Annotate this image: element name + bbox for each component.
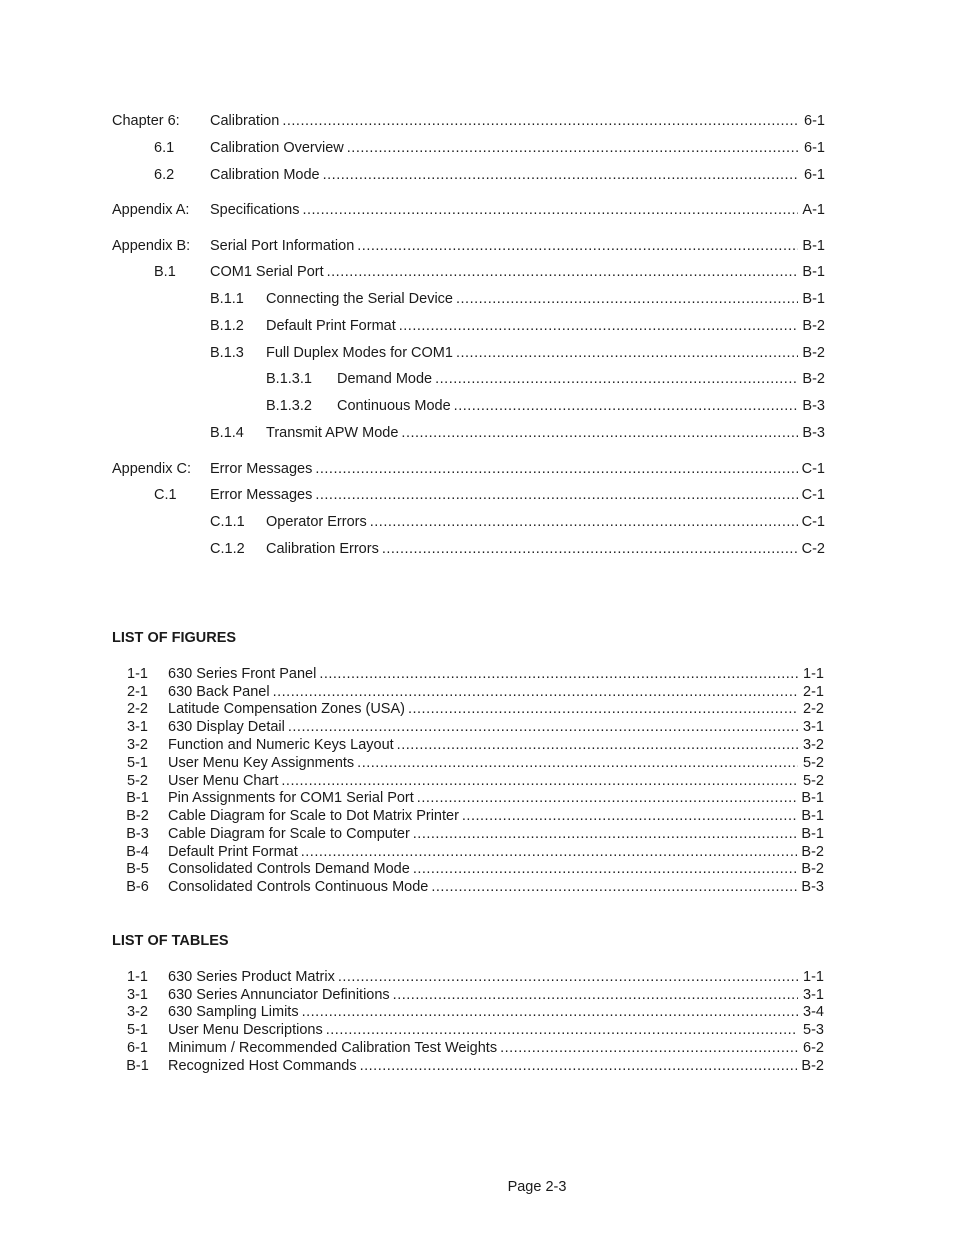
toc-entry-page: 6-1 <box>804 140 825 156</box>
figure-title: 630 Series Front Panel <box>168 666 317 682</box>
figure-page: B-1 <box>801 826 824 842</box>
dot-leader <box>357 754 798 772</box>
figure-title: Cable Diagram for Scale to Computer <box>168 826 410 842</box>
toc-entry[interactable] <box>112 262 825 282</box>
figure-entry[interactable] <box>112 807 824 825</box>
toc-entry[interactable] <box>112 165 825 185</box>
figure-number: B-6 <box>126 879 149 895</box>
toc-entry[interactable] <box>112 316 825 336</box>
page-number: Page 2-3 <box>507 1179 567 1195</box>
toc-entry-label: B.1.4 <box>210 425 244 441</box>
dot-leader <box>431 878 797 896</box>
dot-leader <box>282 111 799 131</box>
dot-leader <box>323 165 799 185</box>
toc-entry[interactable] <box>112 512 825 532</box>
toc-entry-title: Default Print Format <box>266 318 396 334</box>
toc-entry-label: Appendix B: <box>112 238 191 254</box>
toc-entry-title: Continuous Mode <box>337 398 451 414</box>
toc-entry-page: C-1 <box>801 461 825 477</box>
figure-entry[interactable] <box>112 700 824 718</box>
figure-number: 2-2 <box>127 701 148 717</box>
toc-entry-title: Error Messages <box>210 461 313 477</box>
toc-entry-label: B.1.3 <box>210 345 244 361</box>
toc-entry-title: Full Duplex Modes for COM1 <box>266 345 453 361</box>
toc-entry[interactable] <box>112 459 825 479</box>
toc-entry-page: C-1 <box>801 514 825 530</box>
toc-entry-title: Transmit APW Mode <box>266 425 399 441</box>
table-number: 3-1 <box>127 987 148 1003</box>
toc-entry[interactable] <box>112 485 825 505</box>
toc-entry[interactable] <box>112 396 825 416</box>
table-title: User Menu Descriptions <box>168 1022 323 1038</box>
toc-entry-label: C.1 <box>154 487 177 503</box>
toc-entry[interactable] <box>112 289 825 309</box>
figure-entry[interactable] <box>112 825 824 843</box>
toc-entry-title: Error Messages <box>210 487 313 503</box>
dot-leader <box>382 539 798 559</box>
table-number: 3-2 <box>127 1004 148 1020</box>
dot-leader <box>281 772 798 790</box>
toc-entry-page: B-2 <box>802 371 825 387</box>
table-number: B-1 <box>126 1058 149 1074</box>
toc-entry-label: 6.2 <box>154 167 175 183</box>
figure-title: Function and Numeric Keys Layout <box>168 737 394 753</box>
figure-page: 3-1 <box>803 719 824 735</box>
figure-number: B-4 <box>126 844 149 860</box>
dot-leader <box>319 665 798 683</box>
toc-entry-page: B-1 <box>802 238 825 254</box>
toc-entry-title: Calibration <box>210 113 280 129</box>
figure-title: Pin Assignments for COM1 Serial Port <box>168 790 414 806</box>
figure-entry[interactable] <box>112 736 824 754</box>
toc-entry-page: B-1 <box>802 291 825 307</box>
table-number: 6-1 <box>127 1040 148 1056</box>
dot-leader <box>301 843 798 861</box>
table-title: 630 Series Product Matrix <box>168 969 335 985</box>
dot-leader <box>399 316 799 336</box>
toc-entry-title: Calibration Errors <box>266 541 379 557</box>
figure-title: Cable Diagram for Scale to Dot Matrix Printer <box>168 808 459 824</box>
dot-leader <box>462 807 798 825</box>
dot-leader <box>315 485 797 505</box>
dot-leader <box>456 289 798 309</box>
toc-entry-page: B-2 <box>802 345 825 361</box>
dot-leader <box>347 138 799 158</box>
figure-page: 2-2 <box>803 701 824 717</box>
toc-entry-title: Calibration Overview <box>210 140 344 156</box>
table-entry[interactable] <box>112 986 824 1004</box>
toc-entry-page: A-1 <box>802 202 825 218</box>
table-number: 5-1 <box>127 1022 148 1038</box>
figure-page: 5-2 <box>803 755 824 771</box>
toc-entry-title: COM1 Serial Port <box>210 264 324 280</box>
figure-number: 5-1 <box>127 755 148 771</box>
dot-leader <box>454 396 799 416</box>
table-page: 5-3 <box>803 1022 824 1038</box>
toc-entry-label: B.1.2 <box>210 318 244 334</box>
table-title: 630 Series Annunciator Definitions <box>168 987 390 1003</box>
toc-entry-page: C-1 <box>801 487 825 503</box>
toc-entry-page: B-3 <box>802 425 825 441</box>
table-page: 3-1 <box>803 987 824 1003</box>
toc-entry-title: Serial Port Information <box>210 238 355 254</box>
figure-entry[interactable] <box>112 683 824 701</box>
dot-leader <box>397 736 798 754</box>
toc-entry-title: Calibration Mode <box>210 167 320 183</box>
toc-entry[interactable] <box>112 138 825 158</box>
table-title: Minimum / Recommended Calibration Test Weights <box>168 1040 498 1056</box>
figure-number: B-3 <box>126 826 149 842</box>
figure-page: B-1 <box>801 808 824 824</box>
dot-leader <box>408 700 798 718</box>
toc-entry-label: B.1.3.2 <box>266 398 312 414</box>
figure-number: 3-1 <box>127 719 148 735</box>
toc-entry[interactable] <box>112 343 825 363</box>
toc-entry[interactable] <box>112 200 825 220</box>
figure-entry[interactable] <box>112 754 824 772</box>
figure-number: B-5 <box>126 861 149 877</box>
figure-number: 5-2 <box>127 773 148 789</box>
toc-entry-label: C.1.2 <box>210 541 245 557</box>
table-entry[interactable] <box>112 1003 824 1021</box>
figure-page: 3-2 <box>803 737 824 753</box>
table-page: 6-2 <box>803 1040 824 1056</box>
figure-number: 3-2 <box>127 737 148 753</box>
dot-leader <box>401 423 798 443</box>
toc-entry[interactable] <box>112 369 825 389</box>
table-page: 1-1 <box>803 969 824 985</box>
figure-entry[interactable] <box>112 843 824 861</box>
dot-leader <box>302 1003 798 1021</box>
toc-entry-page: B-3 <box>802 398 825 414</box>
figure-number: 1-1 <box>127 666 148 682</box>
dot-leader <box>456 343 798 363</box>
toc-entry-label: Chapter 6: <box>112 113 180 129</box>
toc-entry-label: 6.1 <box>154 140 175 156</box>
dot-leader <box>338 968 798 986</box>
toc-entry-page: C-2 <box>801 541 825 557</box>
table-page: 3-4 <box>803 1004 824 1020</box>
toc-entry-label: B.1 <box>154 264 176 280</box>
figure-title: User Menu Chart <box>168 773 279 789</box>
dot-leader <box>273 683 798 701</box>
figure-number: B-1 <box>126 790 149 806</box>
toc-entry-label: B.1.1 <box>210 291 244 307</box>
dot-leader <box>315 459 797 479</box>
toc-entry-page: B-2 <box>802 318 825 334</box>
figure-page: 2-1 <box>803 684 824 700</box>
toc-entry-label: B.1.3.1 <box>266 371 312 387</box>
dot-leader <box>327 262 799 282</box>
toc-entry-title: Specifications <box>210 202 300 218</box>
toc-entry-page: B-1 <box>802 264 825 280</box>
figure-title: Default Print Format <box>168 844 298 860</box>
toc-entry-label: Appendix A: <box>112 202 190 218</box>
dot-leader <box>413 825 798 843</box>
figure-number: 2-1 <box>127 684 148 700</box>
figure-page: B-1 <box>801 790 824 806</box>
figure-title: 630 Back Panel <box>168 684 270 700</box>
dot-leader <box>302 200 798 220</box>
figure-entry[interactable] <box>112 860 824 878</box>
toc-entry-title: Demand Mode <box>337 371 433 387</box>
figure-page: B-3 <box>801 879 824 895</box>
figure-entry[interactable] <box>112 772 824 790</box>
toc-entry-title: Connecting the Serial Device <box>266 291 453 307</box>
tables-heading: LIST OF TABLES <box>112 933 229 949</box>
dot-leader <box>288 718 798 736</box>
dot-leader <box>370 512 798 532</box>
dot-leader <box>357 236 798 256</box>
table-page: B-2 <box>801 1058 824 1074</box>
figure-title: 630 Display Detail <box>168 719 285 735</box>
table-entry[interactable] <box>112 1021 824 1039</box>
table-entry[interactable] <box>112 1039 824 1057</box>
table-title: 630 Sampling Limits <box>168 1004 299 1020</box>
toc-entry[interactable] <box>112 236 825 256</box>
dot-leader <box>435 369 798 389</box>
figures-heading: LIST OF FIGURES <box>112 630 237 646</box>
figure-title: Consolidated Controls Continuous Mode <box>168 879 429 895</box>
toc-entry[interactable] <box>112 423 825 443</box>
dot-leader <box>417 789 798 807</box>
figure-title: User Menu Key Assignments <box>168 755 355 771</box>
toc-entry[interactable] <box>112 539 825 559</box>
figure-page: 5-2 <box>803 773 824 789</box>
figure-entry[interactable] <box>112 878 824 896</box>
figure-page: B-2 <box>801 861 824 877</box>
table-entry[interactable] <box>112 968 824 986</box>
table-entry[interactable] <box>112 1057 824 1075</box>
figure-page: 1-1 <box>803 666 824 682</box>
toc-entry-title: Operator Errors <box>266 514 367 530</box>
toc-entry-label: C.1.1 <box>210 514 245 530</box>
figure-entry[interactable] <box>112 665 824 683</box>
dot-leader <box>393 986 798 1004</box>
figure-title: Latitude Compensation Zones (USA) <box>168 701 405 717</box>
toc-entry-label: Appendix C: <box>112 461 191 477</box>
dot-leader <box>326 1021 798 1039</box>
figure-page: B-2 <box>801 844 824 860</box>
table-title: Recognized Host Commands <box>168 1058 357 1074</box>
figure-entry[interactable] <box>112 789 824 807</box>
figure-entry[interactable] <box>112 718 824 736</box>
toc-entry[interactable] <box>112 111 825 131</box>
toc-entry-page: 6-1 <box>804 167 825 183</box>
dot-leader <box>360 1057 798 1075</box>
toc-entry-page: 6-1 <box>804 113 825 129</box>
table-number: 1-1 <box>127 969 148 985</box>
dot-leader <box>500 1039 798 1057</box>
dot-leader <box>413 860 798 878</box>
figure-title: Consolidated Controls Demand Mode <box>168 861 410 877</box>
figure-number: B-2 <box>126 808 149 824</box>
